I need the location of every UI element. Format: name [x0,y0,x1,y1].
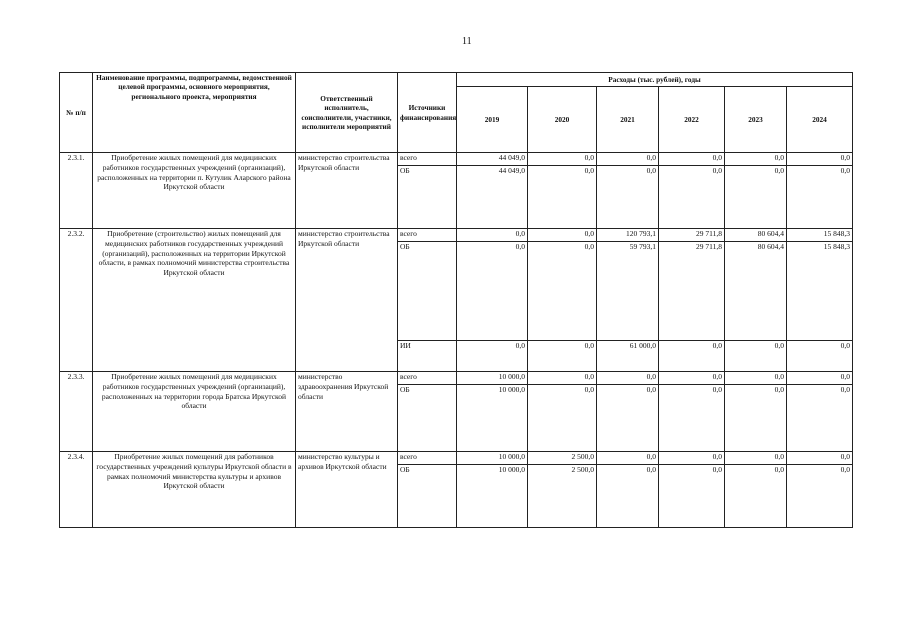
row-value: 120 793,1 [597,229,659,242]
row-value: 0,0 [725,372,787,385]
row-name: Приобретение жилых помещений для медицинских работников государственных учреждений (организаций), расположенных на территории п. Кутулик Аларского района Иркутской области [93,153,296,229]
header-year: 2021 [597,87,659,153]
row-source: ОБ [398,385,457,452]
row-value: 0,0 [457,242,528,341]
row-source: ОБ [398,166,457,229]
row-value: 0,0 [787,166,853,229]
row-value: 0,0 [528,341,597,372]
table-row [60,153,853,166]
header-name: Наименование программы, подпрограммы, ведомственной целевой программы, основного мероприятия, регионального проекта, мероприятия [93,73,296,153]
row-value: 0,0 [528,166,597,229]
row-value: 0,0 [597,372,659,385]
table-row [60,372,853,385]
row-value: 80 604,4 [725,242,787,341]
row-value: 10 000,0 [457,465,528,528]
row-value: 15 848,3 [787,229,853,242]
row-value: 0,0 [787,372,853,385]
row-executor: министерство культуры и архивов Иркутской области [296,452,398,528]
row-value: 0,0 [725,166,787,229]
row-source: всего [398,153,457,166]
row-executor: министерство строительства Иркутской области [296,153,398,229]
row-value: 0,0 [659,166,725,229]
row-value: 0,0 [659,465,725,528]
row-value: 10 000,0 [457,385,528,452]
row-executor: министерство здравоохранения Иркутской области [296,372,398,452]
header-executor: Ответственный исполнитель, соисполнители, участники, исполнители мероприятий [296,73,398,153]
header-source: Источники финансирования [398,73,457,153]
row-name: Приобретение жилых помещений для работников государственных учреждений культуры Иркутской области в рамках полномочий министерства культуры и архивов Иркутской области [93,452,296,528]
header-num: № п/п [60,73,93,153]
row-value: 29 711,8 [659,229,725,242]
table-row [60,229,853,242]
row-source: всего [398,372,457,385]
row-value: 0,0 [659,372,725,385]
row-number: 2.3.4. [60,452,93,528]
row-value: 0,0 [659,341,725,372]
row-value: 0,0 [787,341,853,372]
expenses-table [59,72,853,528]
header-year: 2020 [528,87,597,153]
row-value: 0,0 [659,153,725,166]
row-source: всего [398,229,457,242]
row-value: 0,0 [725,341,787,372]
row-value: 0,0 [787,452,853,465]
row-value: 0,0 [597,385,659,452]
row-value: 10 000,0 [457,452,528,465]
row-value: 44 049,0 [457,153,528,166]
row-number: 2.3.1. [60,153,93,229]
row-value: 0,0 [659,452,725,465]
row-value: 29 711,8 [659,242,725,341]
row-value: 0,0 [659,385,725,452]
row-value: 0,0 [597,465,659,528]
page-number: 11 [462,36,472,47]
header-expenses: Расходы (тыс. рублей), годы [457,73,853,87]
row-source: ОБ [398,242,457,341]
row-value: 2 500,0 [528,465,597,528]
row-source: ОБ [398,465,457,528]
row-number: 2.3.3. [60,372,93,452]
row-value: 0,0 [725,385,787,452]
row-name: Приобретение (строительство) жилых помещений для медицинских работников государственных учреждений (организаций), расположенных на территории Иркутской области, в рамках полномочий министерства строительства Иркутской области [93,229,296,372]
row-name: Приобретение жилых помещений для медицинских работников государственных учреждений (организаций), расположенных на территории города Братска Иркутской области [93,372,296,452]
row-value: 0,0 [597,452,659,465]
row-value: 15 848,3 [787,242,853,341]
row-value: 0,0 [787,153,853,166]
row-value: 0,0 [528,385,597,452]
row-executor: министерство строительства Иркутской области [296,229,398,372]
row-value: 2 500,0 [528,452,597,465]
row-value: 0,0 [725,452,787,465]
row-value: 44 049,0 [457,166,528,229]
row-value: 0,0 [528,229,597,242]
row-value: 0,0 [725,465,787,528]
row-value: 0,0 [787,465,853,528]
row-value: 0,0 [597,153,659,166]
header-row [60,73,853,87]
row-value: 0,0 [457,229,528,242]
row-value: 0,0 [725,153,787,166]
row-number: 2.3.2. [60,229,93,372]
table-row [60,452,853,465]
row-value: 59 793,1 [597,242,659,341]
row-value: 80 604,4 [725,229,787,242]
row-value: 0,0 [597,166,659,229]
row-value: 0,0 [528,372,597,385]
row-value: 0,0 [528,242,597,341]
row-value: 0,0 [787,385,853,452]
header-year: 2023 [725,87,787,153]
row-value: 0,0 [528,153,597,166]
header-year: 2019 [457,87,528,153]
row-value: 61 000,0 [597,341,659,372]
header-year: 2024 [787,87,853,153]
row-source: всего [398,452,457,465]
row-value: 10 000,0 [457,372,528,385]
row-source: ИИ [398,341,457,372]
row-value: 0,0 [457,341,528,372]
header-year: 2022 [659,87,725,153]
